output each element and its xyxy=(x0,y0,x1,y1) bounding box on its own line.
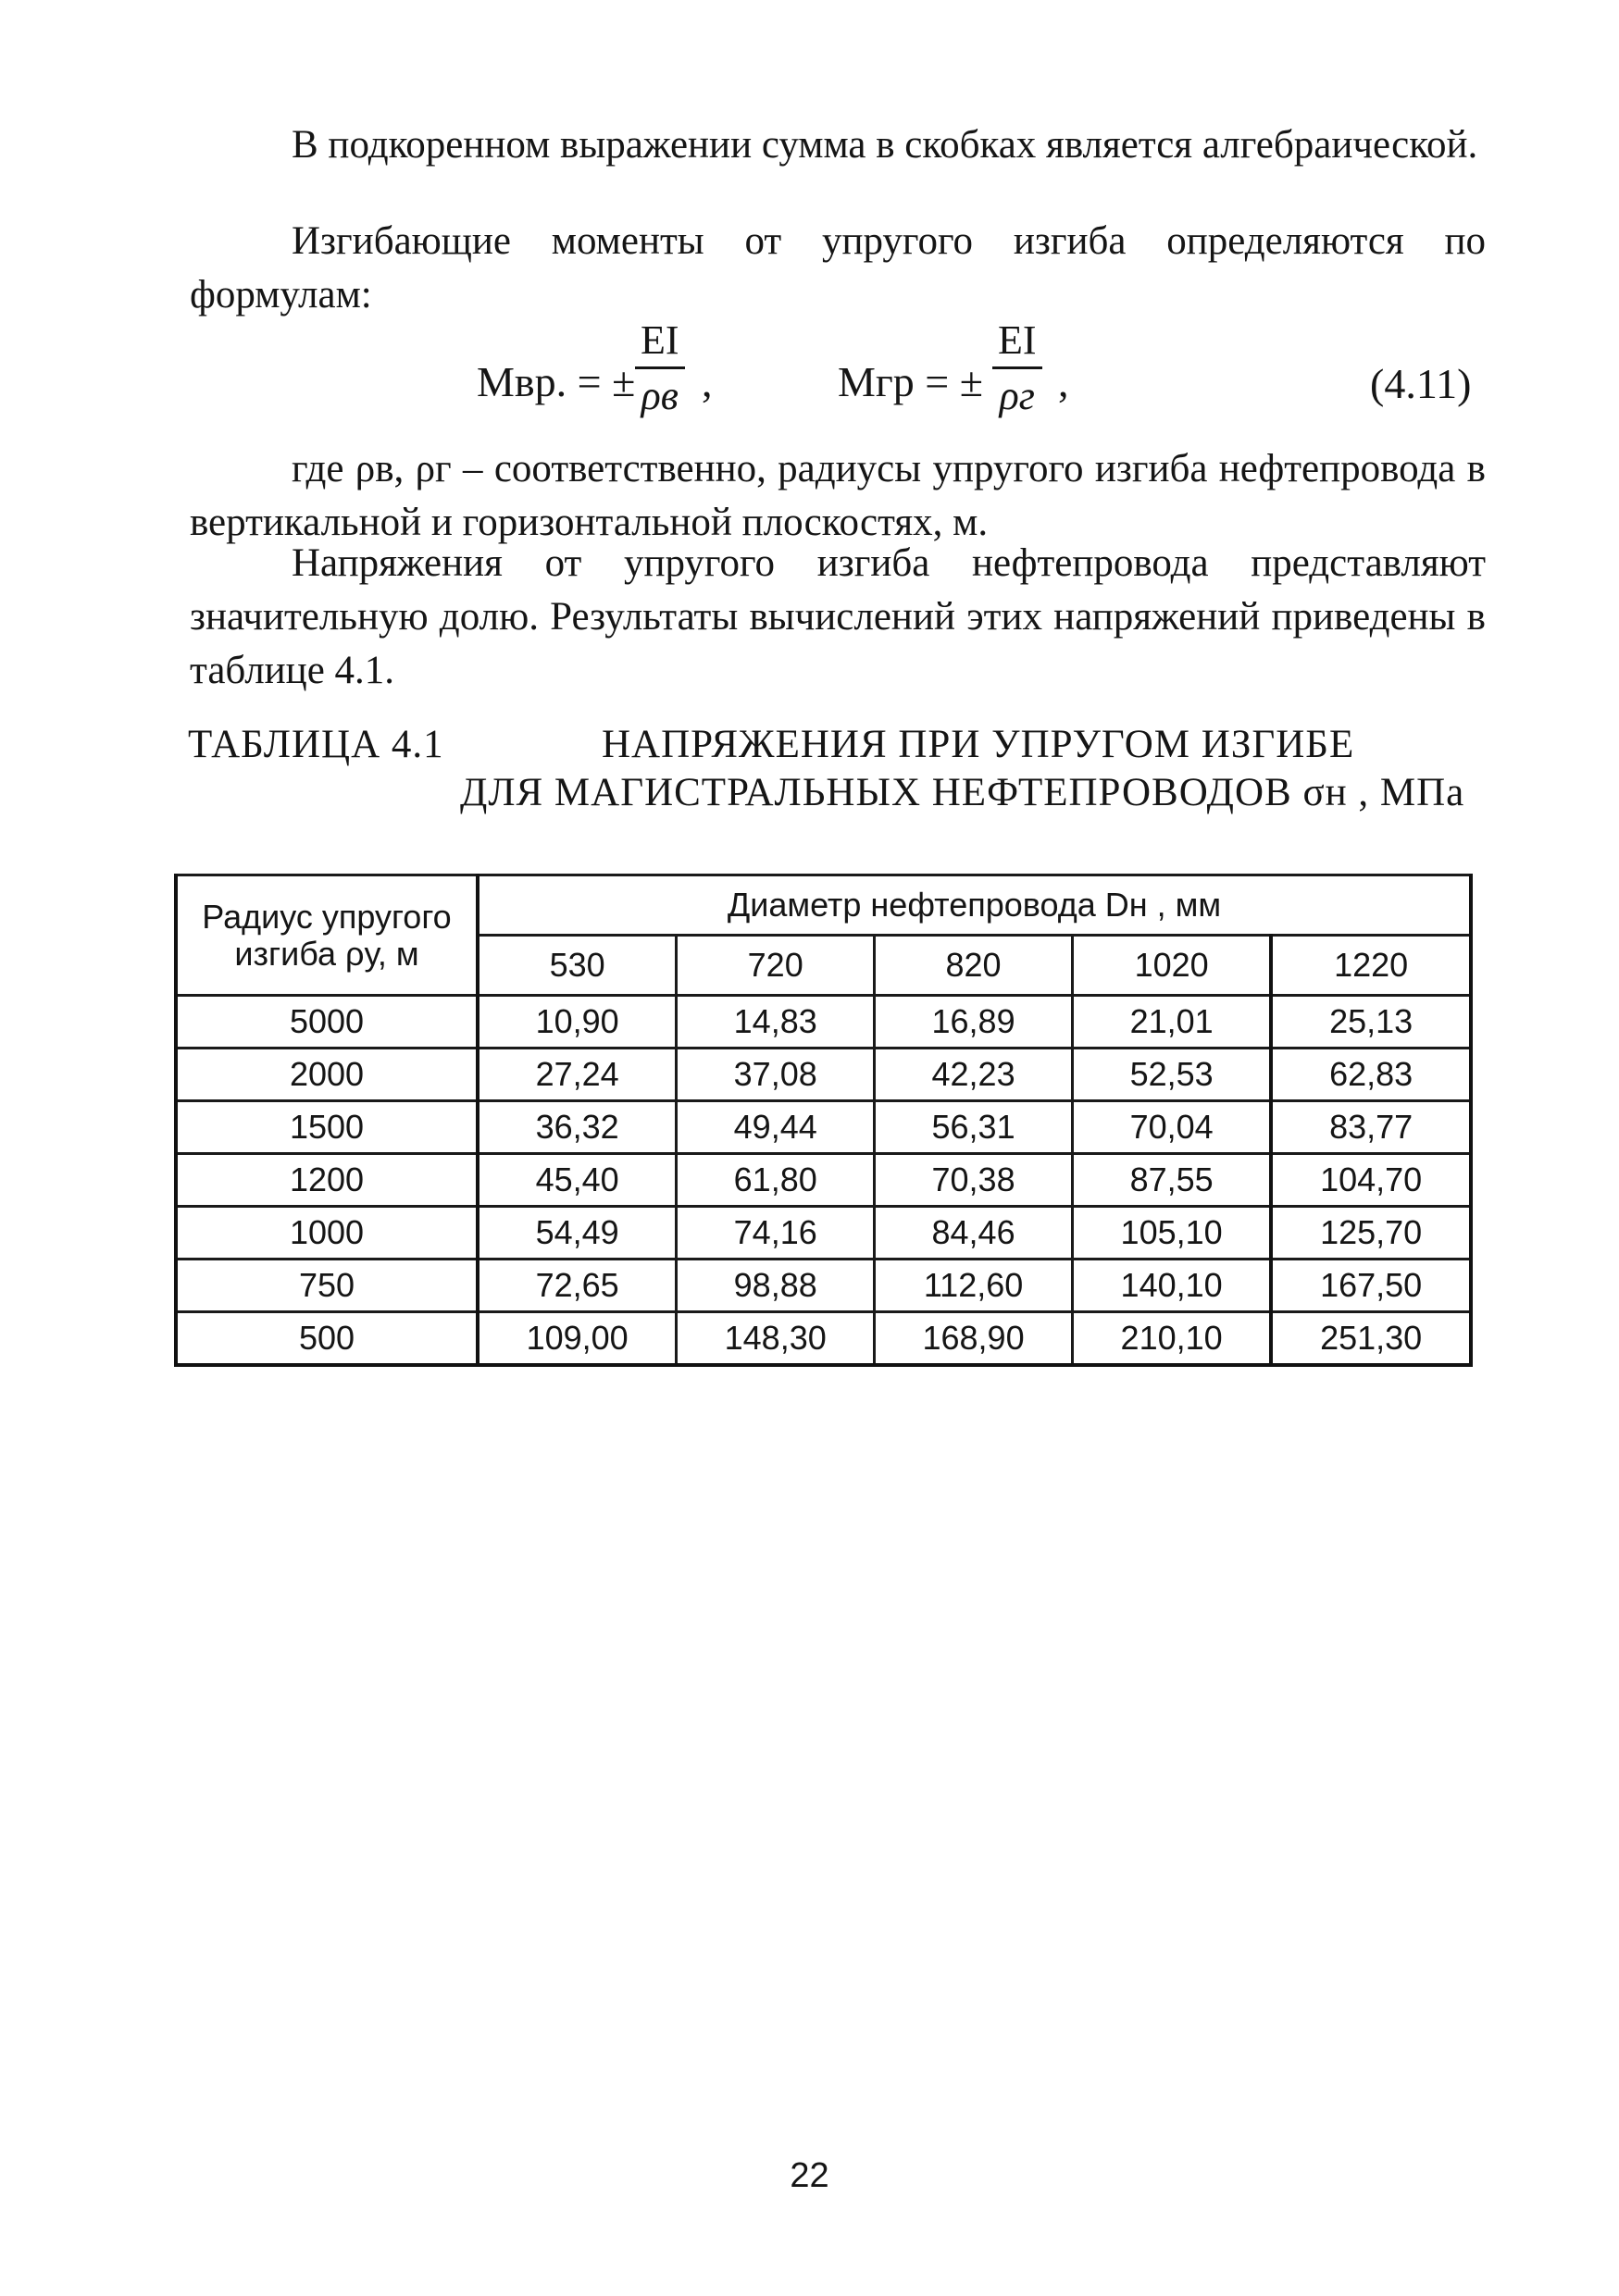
stress-value-cell: 98,88 xyxy=(677,1260,875,1312)
table-row xyxy=(176,1101,1471,1154)
column-header-diameter: 820 xyxy=(875,936,1073,996)
stress-value-cell: 37,08 xyxy=(677,1049,875,1101)
radius-cell: 5000 xyxy=(176,996,478,1049)
stress-value-cell: 109,00 xyxy=(478,1312,677,1366)
stress-value-cell: 251,30 xyxy=(1271,1312,1471,1366)
stress-value-cell: 16,89 xyxy=(875,996,1073,1049)
table-title-line1: НАПРЯЖЕНИЯ ПРИ УПРУГОМ ИЗГИБЕ xyxy=(602,723,1355,766)
stress-value-cell: 140,10 xyxy=(1072,1260,1271,1312)
formula-number: (4.11) xyxy=(1370,360,1472,407)
stress-value-cell: 14,83 xyxy=(677,996,875,1049)
formula-right-numerator: EI xyxy=(992,315,1042,369)
stress-value-cell: 83,77 xyxy=(1271,1101,1471,1154)
formula-left-numerator: EI xyxy=(635,315,685,369)
formula-left-lhs: Mвр. = ± xyxy=(477,358,636,405)
table-label: ТАБЛИЦА 4.1 xyxy=(188,723,444,766)
stress-value-cell: 105,10 xyxy=(1072,1207,1271,1260)
radius-cell: 750 xyxy=(176,1260,478,1312)
stress-value-cell: 45,40 xyxy=(478,1154,677,1207)
radius-cell: 2000 xyxy=(176,1049,478,1101)
radius-cell: 1000 xyxy=(176,1207,478,1260)
row-header-radius: Радиус упругого изгиба ρу, м xyxy=(176,875,478,996)
table-title-line2: ДЛЯ МАГИСТРАЛЬНЫХ НЕФТЕПРОВОДОВ σн , МПа xyxy=(460,771,1465,814)
table-row xyxy=(176,1207,1471,1260)
stress-value-cell: 25,13 xyxy=(1271,996,1471,1049)
paragraph-1: В подкоренном выражении сумма в скобках является алгебраической. xyxy=(292,123,1478,167)
formula-right-lhs: Mгр = ± xyxy=(838,358,983,405)
formula-right-denominator: ρг xyxy=(999,373,1035,418)
column-header-diameter: 720 xyxy=(677,936,875,996)
stress-value-cell: 104,70 xyxy=(1271,1154,1471,1207)
stress-value-cell: 62,83 xyxy=(1271,1049,1471,1101)
table-row xyxy=(176,1154,1471,1207)
table-row xyxy=(176,1049,1471,1101)
stress-value-cell: 52,53 xyxy=(1072,1049,1271,1101)
stress-value-cell: 167,50 xyxy=(1271,1260,1471,1312)
formula-4-11: Mвр. = ± EI ρв , Mгр = ± EI ρг , (4.11) xyxy=(0,305,1619,444)
column-header-diameter: 1220 xyxy=(1271,936,1471,996)
column-header-diameter: 530 xyxy=(478,936,677,996)
paragraph-2: Изгибающие моменты от упругого изгиба определяются по формулам: xyxy=(190,219,1486,316)
radius-cell: 500 xyxy=(176,1312,478,1366)
stress-value-cell: 87,55 xyxy=(1072,1154,1271,1207)
column-header-diameter: 1020 xyxy=(1072,936,1271,996)
stress-value-cell: 72,65 xyxy=(478,1260,677,1312)
stress-value-cell: 210,10 xyxy=(1072,1312,1271,1366)
paragraph-3: где ρв, ρг – соответственно, радиусы упругого изгиба нефтепровода в вертикальной и горизонтальной плоскостях, м. xyxy=(190,447,1486,544)
formula-left-fraction xyxy=(635,315,685,423)
table-row xyxy=(176,996,1471,1049)
radius-cell: 1500 xyxy=(176,1101,478,1154)
stress-value-cell: 36,32 xyxy=(478,1101,677,1154)
stress-value-cell: 27,24 xyxy=(478,1049,677,1101)
stress-value-cell: 42,23 xyxy=(875,1049,1073,1101)
page-number: 22 xyxy=(790,2156,829,2195)
stress-value-cell: 56,31 xyxy=(875,1101,1073,1154)
stress-value-cell: 21,01 xyxy=(1072,996,1271,1049)
stress-value-cell: 61,80 xyxy=(677,1154,875,1207)
stress-value-cell: 168,90 xyxy=(875,1312,1073,1366)
stress-value-cell: 49,44 xyxy=(677,1101,875,1154)
stress-value-cell: 112,60 xyxy=(875,1260,1073,1312)
stress-value-cell: 10,90 xyxy=(478,996,677,1049)
table-row xyxy=(176,1260,1471,1312)
column-group-header-diameter: Диаметр нефтепровода Dн , мм xyxy=(478,875,1471,936)
formula-right-fraction xyxy=(992,315,1042,423)
stress-value-cell: 54,49 xyxy=(478,1207,677,1260)
radius-cell: 1200 xyxy=(176,1154,478,1207)
stress-value-cell: 148,30 xyxy=(677,1312,875,1366)
stress-value-cell: 74,16 xyxy=(677,1207,875,1260)
stress-value-cell: 84,46 xyxy=(875,1207,1073,1260)
table-row xyxy=(176,1312,1471,1366)
paragraph-4: Напряжения от упругого изгиба нефтепровода представляют значительную долю. Результаты вычислений этих напряжений приведены в таблице 4.1. xyxy=(190,541,1486,692)
stress-value-cell: 70,04 xyxy=(1072,1101,1271,1154)
formula-left-denominator: ρв xyxy=(641,373,679,418)
stress-table xyxy=(174,874,1473,1367)
stress-value-cell: 125,70 xyxy=(1271,1207,1471,1260)
stress-value-cell: 70,38 xyxy=(875,1154,1073,1207)
